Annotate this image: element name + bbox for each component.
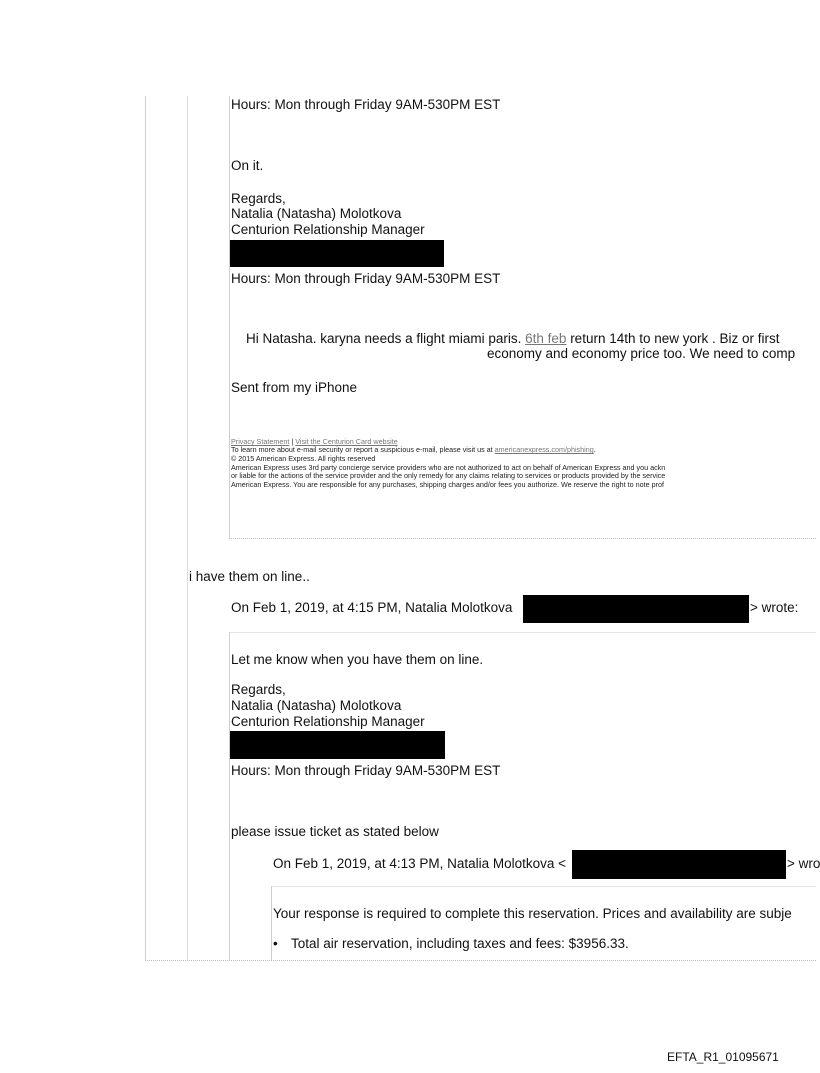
redaction-block xyxy=(230,240,444,267)
quote-box-top xyxy=(229,632,816,633)
middle-quote-border xyxy=(187,96,188,960)
signature-title: Centurion Relationship Manager xyxy=(231,222,425,237)
bullet-icon: • xyxy=(273,936,278,951)
quote-header-end: > wrote: xyxy=(750,600,799,615)
inner-quote-border-bottom xyxy=(229,632,230,960)
redaction-block xyxy=(523,595,749,623)
reply-text: On it. xyxy=(231,158,264,173)
document-id: EFTA_R1_01095671 xyxy=(667,1050,779,1064)
security-text: To learn more about e-mail security or report a suspicious e-mail, please visit us at xyxy=(231,445,495,454)
quoted-message-line: economy and economy price too. We need to comp xyxy=(487,346,796,361)
redaction-block xyxy=(230,731,445,759)
signature-name: Natalia (Natasha) Molotkova xyxy=(231,206,402,221)
email-body-text: please issue ticket as stated below xyxy=(231,824,439,839)
quote-header-end: > wro xyxy=(787,856,820,871)
signature-name: Natalia (Natasha) Molotkova xyxy=(231,698,402,713)
quote-header: On Feb 1, 2019, at 4:13 PM, Natalia Molotkova < xyxy=(273,856,567,871)
hours-line: Hours: Mon through Friday 9AM-530PM EST xyxy=(231,97,501,112)
signature-regards: Regards, xyxy=(231,682,286,697)
footer-divider xyxy=(229,538,816,539)
disclaimer-text: American Express. You are responsible for any purchases, shipping charges and/or fees you authorize. We reserve the right to note prof xyxy=(231,480,664,489)
bullet-text: Total air reservation, including taxes and fees: $3956.33. xyxy=(291,936,629,951)
redaction-block xyxy=(572,850,786,879)
signature-title: Centurion Relationship Manager xyxy=(231,714,425,729)
signature-regards: Regards, xyxy=(231,191,286,206)
disclaimer-text: American Express uses 3rd party concierge service providers who are not authorized to act on behalf of American Express and you ackn xyxy=(231,463,666,472)
quote-header: On Feb 1, 2019, at 4:15 PM, Natalia Molotkova xyxy=(231,600,513,615)
date-link[interactable]: 6th feb xyxy=(525,331,567,346)
centurion-website-link[interactable]: Visit the Centurion Card website xyxy=(295,437,398,446)
hours-line: Hours: Mon through Friday 9AM-530PM EST xyxy=(231,271,501,286)
link-separator: | xyxy=(289,437,296,446)
nested-quote-border xyxy=(271,886,272,960)
copyright-text: © 2015 American Express. All rights reserved xyxy=(231,454,376,463)
message-text: Your response is required to complete this reservation. Prices and availability are subje xyxy=(273,906,792,921)
sent-from-text: Sent from my iPhone xyxy=(231,380,358,395)
quoted-message-line xyxy=(246,331,780,347)
phishing-link[interactable]: americanexpress.com/phishing xyxy=(494,445,594,454)
disclaimer-text: or liable for the actions of the service provider and the only remedy for any claims relating to services or products provided by the service xyxy=(231,471,666,480)
page-bottom-line xyxy=(145,960,816,961)
privacy-statement-link[interactable]: Privacy Statement xyxy=(231,437,290,446)
message-text: Let me know when you have them on line. xyxy=(231,652,484,667)
email-body-text: i have them on line.. xyxy=(189,569,310,584)
nested-quote-top xyxy=(271,886,816,887)
inner-quote-border-top xyxy=(229,96,230,538)
security-text: . xyxy=(593,445,596,454)
outer-quote-border xyxy=(145,96,146,960)
bullet-item xyxy=(273,936,629,952)
quoted-text: Hi Natasha. karyna needs a flight miami paris. xyxy=(246,331,526,346)
hours-line: Hours: Mon through Friday 9AM-530PM EST xyxy=(231,763,501,778)
quoted-text: return 14th to new york . Biz or first xyxy=(570,331,780,346)
